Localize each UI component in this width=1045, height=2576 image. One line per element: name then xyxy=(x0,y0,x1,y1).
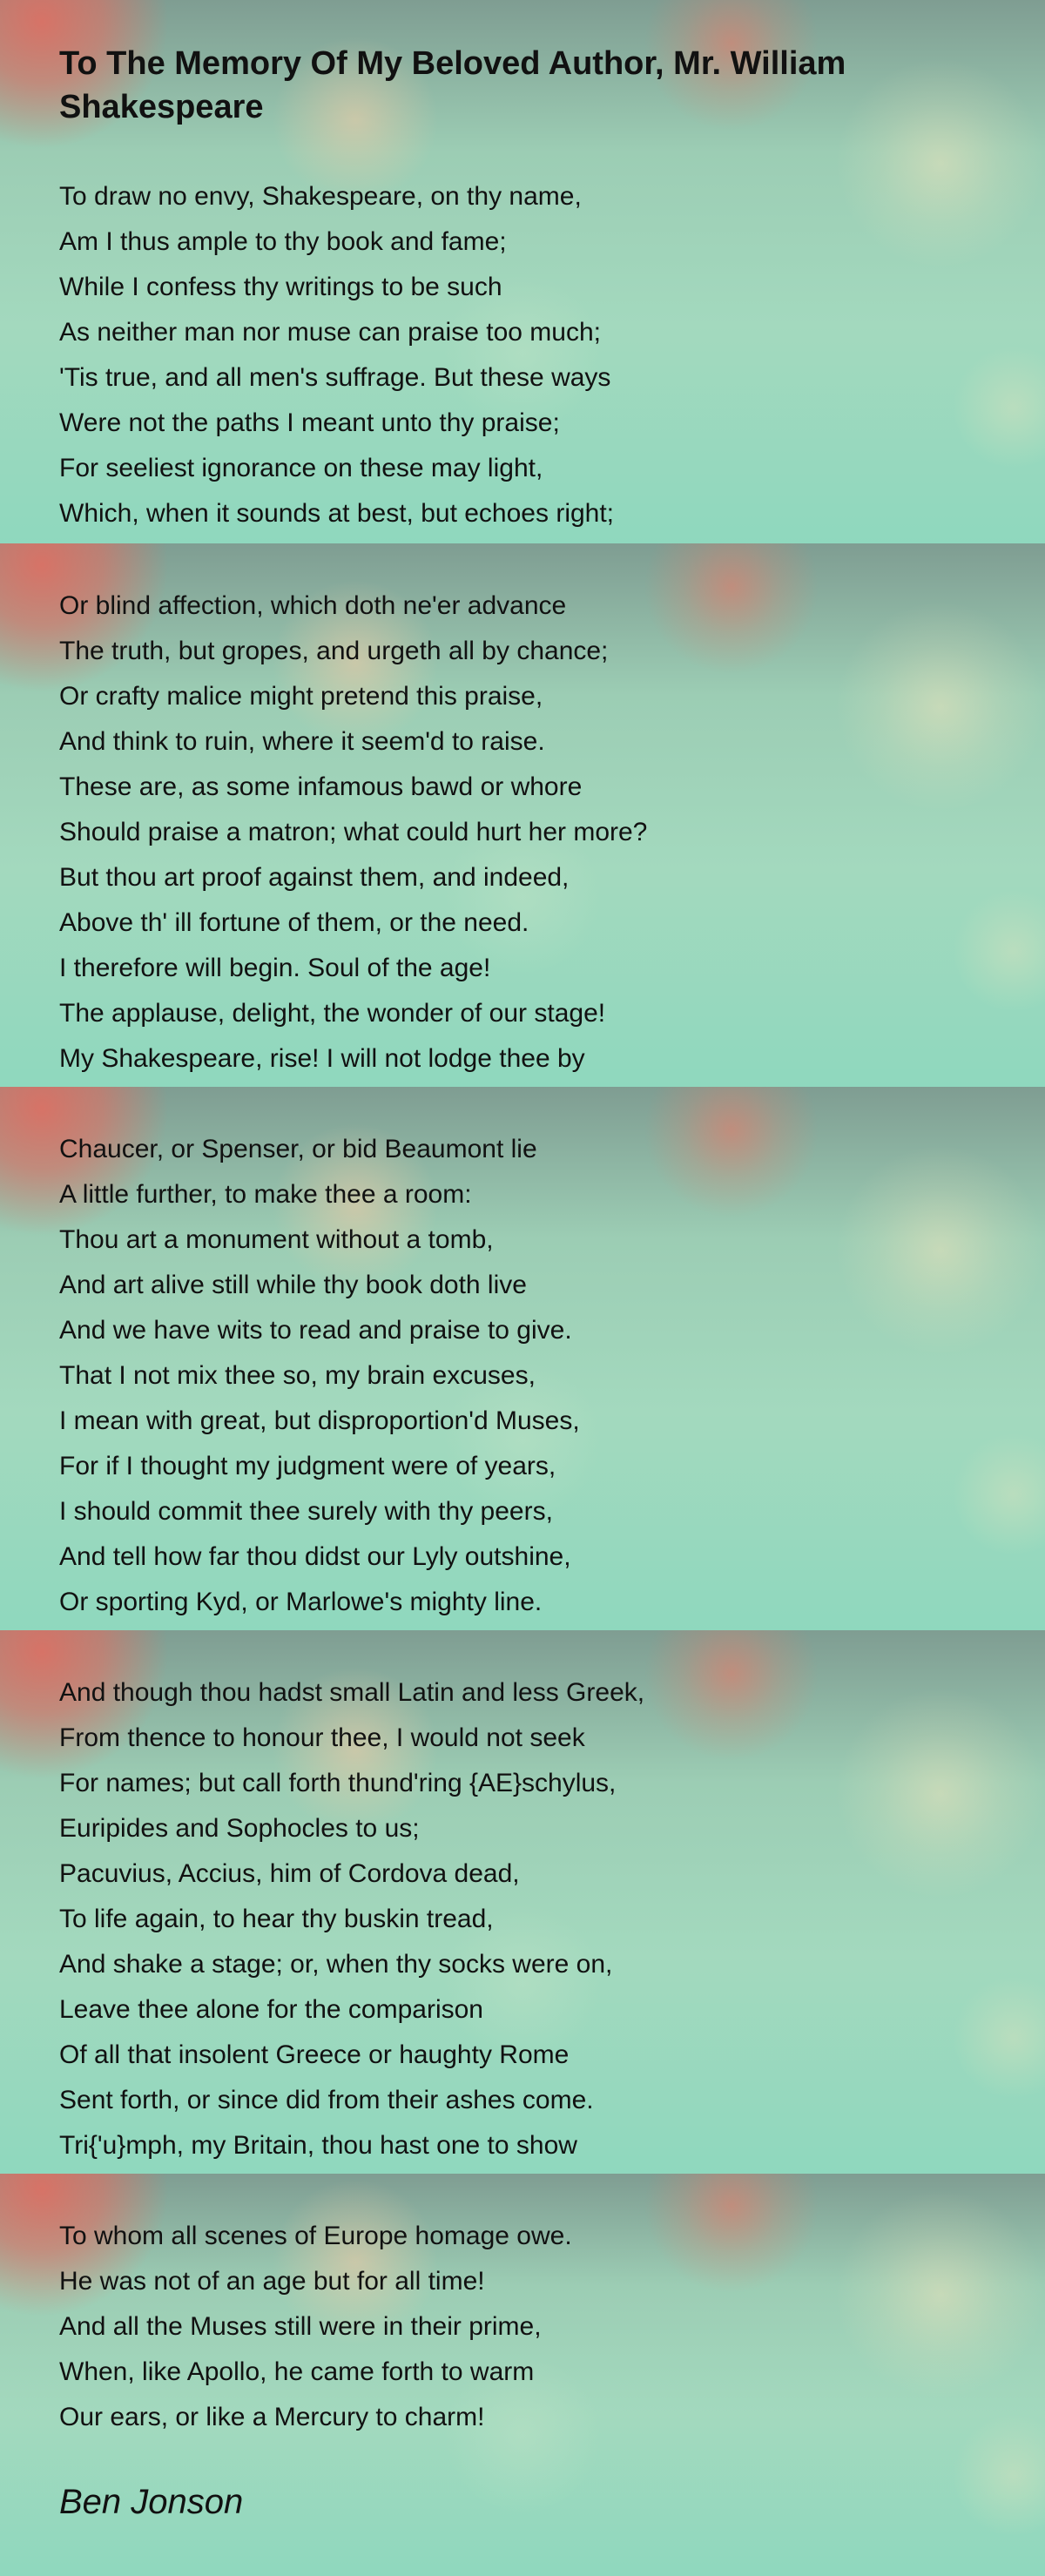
stanza-5 xyxy=(59,2214,572,2440)
poem-line: And all the Muses still were in their prime, xyxy=(59,2312,542,2341)
stanza-1 xyxy=(59,174,614,536)
poem-panel-2 xyxy=(0,543,1045,1087)
poem-line: To draw no envy, Shakespeare, on thy name, xyxy=(59,182,582,211)
poem-line: The truth, but gropes, and urgeth all by chance; xyxy=(59,637,609,665)
poem-line: My Shakespeare, rise! I will not lodge thee by xyxy=(59,1044,585,1073)
poem-line: Should praise a matron; what could hurt her more? xyxy=(59,818,648,846)
poem-line: Leave thee alone for the comparison xyxy=(59,1995,483,2024)
poem-line: As neither man nor muse can praise too much; xyxy=(59,318,601,347)
poem-title: To The Memory Of My Beloved Author, Mr. William Shakespeare xyxy=(59,45,846,125)
poem-line: Am I thus ample to thy book and fame; xyxy=(59,227,507,256)
poem-line: Tri{'u}mph, my Britain, thou hast one to show xyxy=(59,2131,577,2160)
poem-line: For names; but call forth thund'ring {AE}schylus, xyxy=(59,1769,617,1797)
stanza-4 xyxy=(59,1670,644,2168)
poem-line: Or crafty malice might pretend this praise, xyxy=(59,682,543,711)
poem-line: Chaucer, or Spenser, or bid Beaumont lie xyxy=(59,1135,537,1163)
poem-line: Above th' ill fortune of them, or the need. xyxy=(59,908,529,937)
poem-line: For seeliest ignorance on these may light, xyxy=(59,454,543,482)
poem-line: Or blind affection, which doth ne'er advance xyxy=(59,591,567,620)
poem-line: Euripides and Sophocles to us; xyxy=(59,1814,420,1843)
poem-line: While I confess thy writings to be such xyxy=(59,273,502,301)
poem-line: That I not mix thee so, my brain excuses, xyxy=(59,1361,536,1390)
poem-line: And think to ruin, where it seem'd to raise. xyxy=(59,727,545,756)
poem-line: When, like Apollo, he came forth to warm xyxy=(59,2357,535,2386)
poem-line: To whom all scenes of Europe homage owe. xyxy=(59,2222,572,2250)
poem-line: And art alive still while thy book doth live xyxy=(59,1271,527,1299)
poem-line: Were not the paths I meant unto thy praise; xyxy=(59,408,560,437)
poem-line: He was not of an age but for all time! xyxy=(59,2267,485,2296)
poem-line: A little further, to make thee a room: xyxy=(59,1180,472,1209)
poem-line: From thence to honour thee, I would not seek xyxy=(59,1723,585,1752)
poem-line: For if I thought my judgment were of years, xyxy=(59,1452,556,1480)
stanza-2 xyxy=(59,583,647,1082)
poem-line: The applause, delight, the wonder of our stage! xyxy=(59,999,606,1028)
poem-panel-5 xyxy=(0,2174,1045,2576)
poem-line: Thou art a monument without a tomb, xyxy=(59,1225,494,1254)
poem-line: Pacuvius, Accius, him of Cordova dead, xyxy=(59,1859,520,1888)
poem-line: 'Tis true, and all men's suffrage. But these ways xyxy=(59,363,611,392)
poem-panel-3 xyxy=(0,1087,1045,1630)
poem-line: Of all that insolent Greece or haughty Rome xyxy=(59,2040,570,2069)
poem-line: To life again, to hear thy buskin tread, xyxy=(59,1905,494,1933)
poem-line: And tell how far thou didst our Lyly outshine, xyxy=(59,1542,571,1571)
poem-author: Ben Jonson xyxy=(59,2483,244,2521)
poem-line: Which, when it sounds at best, but echoes right; xyxy=(59,499,615,528)
poem-line: Or sporting Kyd, or Marlowe's mighty line. xyxy=(59,1588,543,1616)
poem-line: I mean with great, but disproportion'd Muses, xyxy=(59,1406,580,1435)
stanza-3 xyxy=(59,1127,580,1625)
poem-line: Sent forth, or since did from their ashes come. xyxy=(59,2086,594,2114)
poem-line: Our ears, or like a Mercury to charm! xyxy=(59,2403,485,2431)
poem-line: I therefore will begin. Soul of the age! xyxy=(59,954,491,982)
poem-panel-4 xyxy=(0,1630,1045,2174)
poem-panel-1 xyxy=(0,0,1045,543)
poem-line: And though thou hadst small Latin and less Greek, xyxy=(59,1678,645,1707)
poem-line: But thou art proof against them, and indeed, xyxy=(59,863,570,892)
poem-line: And we have wits to read and praise to give. xyxy=(59,1316,572,1345)
poem-line: And shake a stage; or, when thy socks were on, xyxy=(59,1950,613,1979)
poem-line: I should commit thee surely with thy peers, xyxy=(59,1497,553,1526)
poem-line: These are, as some infamous bawd or whore xyxy=(59,772,583,801)
